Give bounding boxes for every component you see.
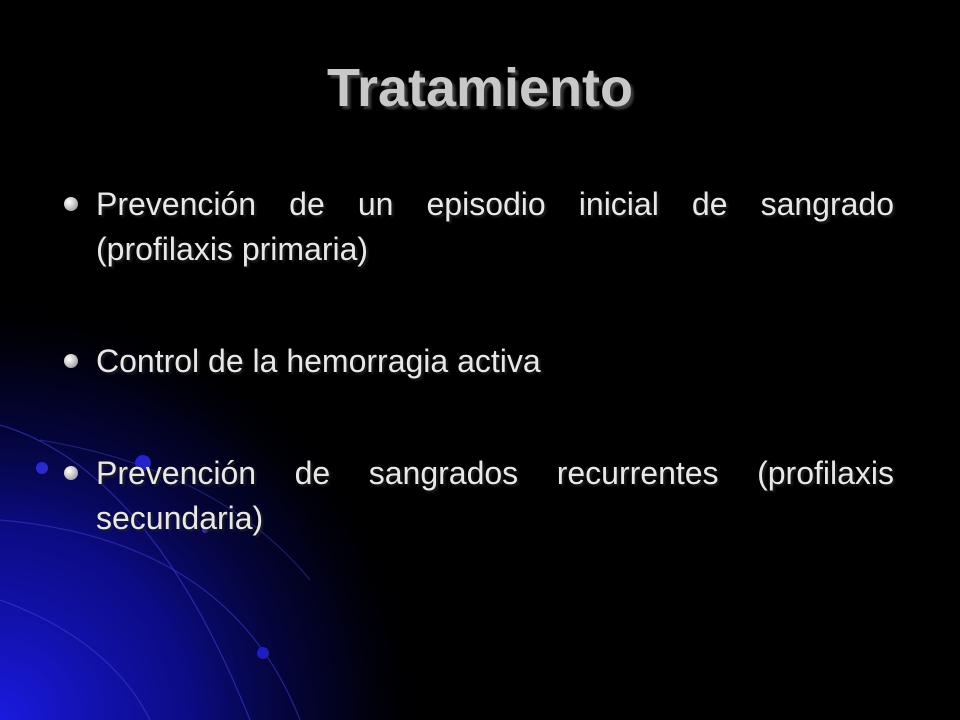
bullet-dot-icon xyxy=(64,466,78,480)
bullet-text: Prevención de un episodio inicial de sangrado (profilaxis primaria) xyxy=(96,186,894,267)
slide-title: Tratamiento xyxy=(326,58,634,118)
bullet-item xyxy=(62,339,894,384)
bullet-text: Control de la hemorragia activa xyxy=(96,343,541,379)
bullet-item xyxy=(62,451,894,541)
bullet-dot-icon xyxy=(64,197,78,211)
bullet-text: Prevención de sangrados recurrentes (profilaxis secundaria) xyxy=(96,455,894,536)
bullet-item xyxy=(62,182,894,272)
bullet-list xyxy=(62,182,894,541)
orb-1 xyxy=(36,462,48,474)
orb-3 xyxy=(257,647,269,659)
bullet-dot-icon xyxy=(64,354,78,368)
